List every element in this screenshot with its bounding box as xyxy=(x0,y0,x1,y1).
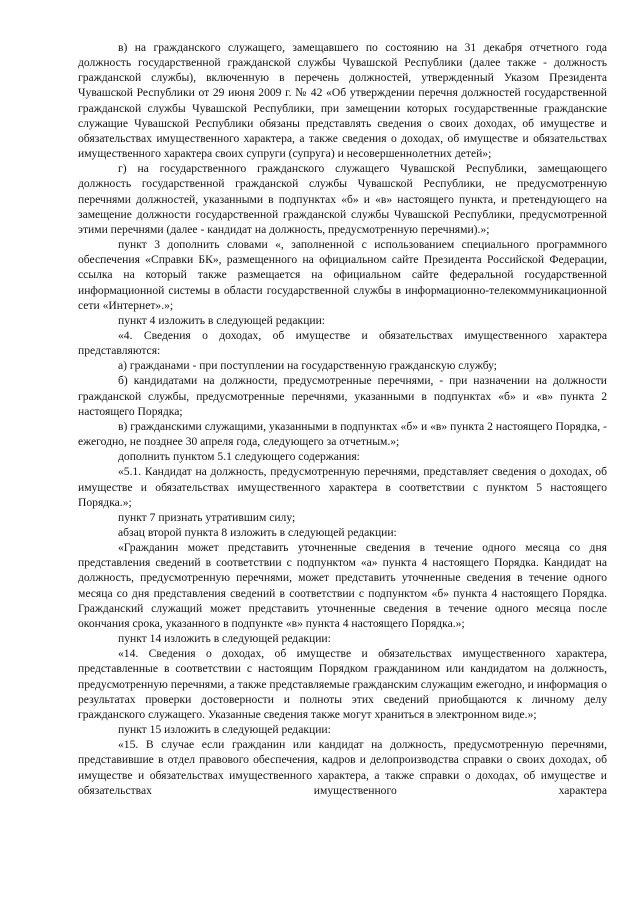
paragraph: пункт 14 изложить в следующей редакции: xyxy=(118,632,331,646)
paragraph: пункт 3 дополнить словами «, заполненной с использованием специального программного обеспечения «Справки БК», размещенного на официальном сайте Президента Российской Федерации, ссылка на который также размещается на официальном сайте федеральной государственной информационной системы в области государственной службы в информационно-телекоммуникационной сети «Интернет».»; xyxy=(78,238,607,312)
paragraph: г) на государственного гражданского служащего Чувашской Республики, замещающего должность государственной гражданской службы Чувашской Республики, не предусмотренную перечнями должностей, указанными в подпунктах «б» и «в» настоящего пункта, и претендующего на замещение должности государственной гражданской службы Чувашской Республики, предусмотренной этими перечнями (далее - кандидат на должность, предусмотренную перечнями).»; xyxy=(78,162,607,236)
paragraph: пункт 4 изложить в следующей редакции: xyxy=(118,313,326,327)
paragraph: б) кандидатами на должности, предусмотренные перечнями, - при назначении на должности гражданской службы, предусмотренные перечнями, указанными в подпунктах «б» и «в» пункта 2 настоящего Порядка; xyxy=(78,374,607,418)
paragraph: «5.1. Кандидат на должность, предусмотренную перечнями, представляет сведения о доходах, об имуществе и обязательствах имущественного характера в соответствии с пунктом 5 настоящего Порядка.»; xyxy=(78,465,607,509)
paragraph: пункт 7 признать утратившим силу; xyxy=(118,510,296,524)
paragraph: «15. В случае если гражданин или кандидат на должность, предусмотренную перечнями, представившие в отдел правового обеспечения, кадров и делопроизводства справки о своих доходах, об имуществе и обязательствах имущественного характера, а также справки о доходах, об имуществе и обязательствах имущественного характера xyxy=(78,738,607,797)
paragraph: в) на гражданского служащего, замещавшего по состоянию на 31 декабря отчетного года должность государственной гражданской службы Чувашской Республики (далее также - должность гражданской службы), включенную в перечень должностей, утвержденный Указом Президента Чувашской Республики от 29 июня 2009 г. № 42 «Об утверждении перечня должностей государственной гражданской службы Чувашской Республики, при замещении которых государственные гражданские служащие Чувашской Республики обязаны представлять сведения о своих доходах, об имуществе и обязательствах имущественного характера, а также сведения о доходах, об имуществе и обязательствах имущественного характера своих супруги (супруга) и несовершеннолетних детей»; xyxy=(78,41,607,161)
paragraph: «Гражданин может представить уточненные сведения в течение одного месяца со дня представления сведений в соответствии с подпунктом «а» пункта 4 настоящего Порядка. Кандидат на должность, предусмотренную перечнями, может представить уточненные сведения в течение одного месяца со дня представления сведений в соответствии с подпунктом «б» пункта 4 настоящего Порядка. Гражданский служащий может представить уточненные сведения в течение одного месяца после окончания срока, указанного в подпункте «в» пункта 4 настоящего Порядка.»; xyxy=(78,541,607,630)
paragraph: пункт 15 изложить в следующей редакции: xyxy=(118,723,331,737)
paragraph: «4. Сведения о доходах, об имуществе и обязательствах имущественного характера представляются: xyxy=(78,328,607,358)
paragraph: абзац второй пункта 8 изложить в следующей редакции: xyxy=(118,526,397,539)
paragraph: «14. Сведения о доходах, об имуществе и обязательствах имущественного характера, представленные в соответствии с настоящим Порядком гражданином или кандидатом на должность, предусмотренную перечнями, а также представляемые гражданским служащим ежегодно, и информация о результатах проверки достоверности и полноты этих сведений приобщаются к личному делу гражданского служащего. Указанные сведения также могут храниться в электронном виде.»; xyxy=(78,647,607,721)
paragraph: а) гражданами - при поступлении на государственную гражданскую службу; xyxy=(118,359,498,373)
paragraph: в) гражданскими служащими, указанными в подпунктах «б» и «в» пункта 2 настоящего Порядка, - ежегодно, не позднее 30 апреля года, следующего за отчетным.»; xyxy=(78,419,607,449)
paragraph: дополнить пунктом 5.1 следующего содержания: xyxy=(118,450,360,464)
document-page xyxy=(78,40,607,798)
